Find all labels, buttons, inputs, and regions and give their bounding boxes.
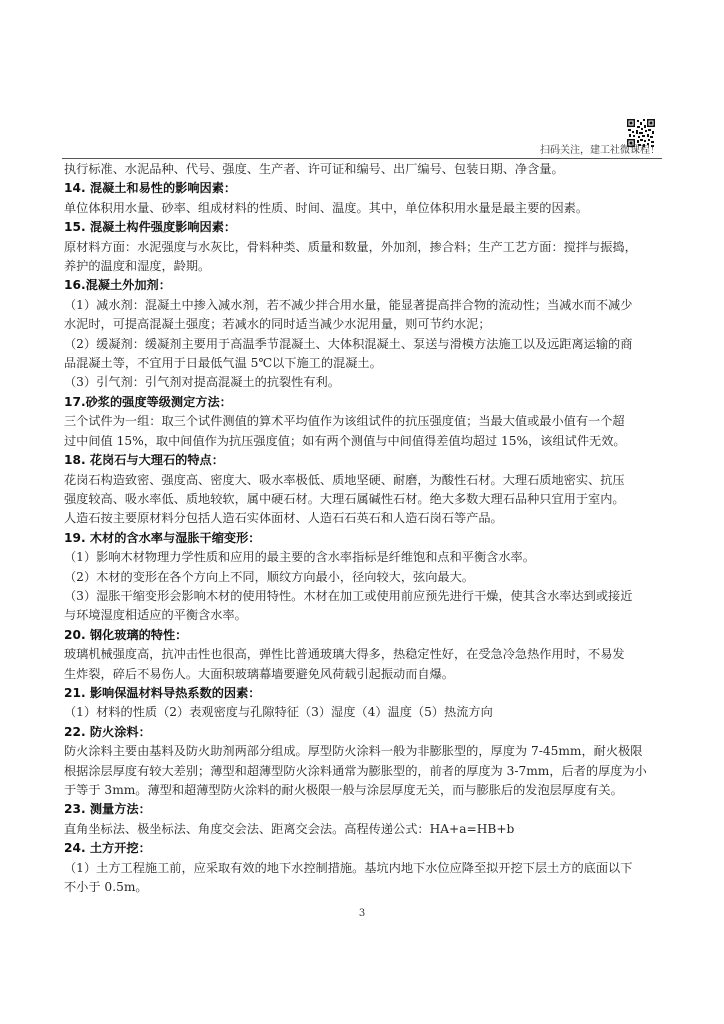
body-line: 执行标准、水泥品种、代号、强度、生产者、许可证和编号、出厂编号、包装日期、净含量。: [64, 162, 564, 176]
qr-code-icon: [626, 118, 656, 148]
body-line: 三个试件为一组：取三个试件测值的算术平均值作为该组试件的抗压强度值；当最大值或最小值有一个超: [64, 414, 625, 429]
section-heading: 16.混凝土外加剂：: [64, 278, 171, 293]
body-line: 过中间值 15%，取中间值作为抗压强度值；如有两个测值与中间值得差值均超过 15%，该组试件无效。: [64, 433, 626, 448]
section-heading: 23. 测量方法：: [64, 802, 151, 817]
body-line: 防火涂料主要由基料及防火助剂两部分组成。厚型防火涂料一般为非膨胀型的，厚度为 7-45mm，耐火极限: [64, 744, 643, 759]
section-heading: 18. 花岗石与大理石的特点：: [64, 453, 224, 468]
document-body: [64, 160, 664, 897]
body-line: （1）影响木材物理力学性质和应用的最主要的含水率指标是纤维饱和点和平衡含水率。: [64, 550, 535, 565]
header-divider: [62, 158, 662, 159]
body-line: 根据涂层厚度有较大差别；薄型和超薄型防火涂料通常为膨胀型的，前者的厚度为 3-7mm，后者的厚度为小: [64, 763, 647, 778]
qr-caption: 扫码关注，建工社微课程！: [540, 145, 660, 156]
body-line: 生炸裂，碎后不易伤人。大面积玻璃幕墙要避免风荷载引起振动而自爆。: [64, 666, 454, 681]
section-heading: 19. 木材的含水率与湿胀干缩变形：: [64, 530, 261, 545]
body-line: 与环境湿度相适应的平衡含水率。: [64, 608, 247, 623]
body-line: 不小于 0.5m。: [64, 880, 148, 895]
body-line: 于等于 3mm。薄型和超薄型防火涂料的耐火极限一般与涂层厚度无关，而与膨胀后的发泡层厚度有关。: [64, 783, 623, 797]
body-line: 人造石按主要原材料分包括人造石实体面材、人造石石英石和人造石岗石等产品。: [64, 511, 503, 526]
body-line: 原材料方面：水泥强度与水灰比，骨料种类、质量和数量，外加剂，掺合料；生产工艺方面：搅拌与振捣，: [64, 239, 637, 254]
body-line: 直角坐标法、极坐标法、角度交会法、距离交会法。高程传递公式：HA+a=HB+b: [64, 821, 515, 836]
section-heading: 24. 土方开挖：: [64, 841, 151, 856]
section-heading: 22. 防火涂料：: [64, 724, 151, 739]
body-line: （1）土方工程施工前，应采取有效的地下水控制措施。基坑内地下水位应降至拟开挖下层土方的底面以下: [64, 860, 633, 875]
body-line: （2）木材的变形在各个方向上不同，顺纹方向最小，径向较大，弦向最大。: [64, 569, 474, 584]
body-line: 单位体积用水量、砂率、组成材料的性质、时间、温度。其中，单位体积用水量是最主要的因素。: [64, 200, 589, 215]
body-line: （1）材料的性质（2）表观密度与孔隙特征（3）湿度（4）温度（5）热流方向: [64, 705, 493, 720]
body-line: 花岗石构造致密、强度高、密度大、吸水率极低、质地坚硬、耐磨，为酸性石材。大理石质地密实、抗压: [64, 472, 625, 487]
body-line: 养护的温度和湿度，龄期。: [64, 259, 211, 274]
page-number: 3: [358, 908, 366, 919]
body-line: 水泥时，可提高混凝土强度；若减水的同时适当减少水泥用量，则可节约水泥；: [64, 317, 491, 332]
body-line: （3）湿胀干缩变形会影响木材的使用特性。木材在加工或使用前应预先进行干燥，使其含水率达到或接近: [64, 588, 633, 603]
body-line: （3）引气剂：引气剂对提高混凝土的抗裂性有利。: [64, 375, 340, 390]
section-heading: 15. 混凝土构件强度影响因素：: [64, 220, 237, 235]
body-line: 品混凝土等，不宜用于日最低气温 5℃以下施工的混凝土。: [64, 356, 382, 371]
body-line: （2）缓凝剂：缓凝剂主要用于高温季节混凝土、大体积混凝土、泵送与滑模方法施工以及远距离运输的商: [64, 336, 633, 351]
body-line: 玻璃机械强度高，抗冲击性也很高，弹性比普通玻璃大得多，热稳定性好，在受急冷急热作用时，不易发: [64, 647, 625, 662]
section-heading: 21. 影响保温材料导热系数的因素：: [64, 685, 261, 700]
section-heading: 14. 混凝土和易性的影响因素：: [64, 181, 237, 196]
section-heading: 20. 钢化玻璃的特性：: [64, 627, 188, 642]
section-heading: 17.砂浆的强度等级测定方法：: [64, 394, 232, 409]
body-line: （1）减水剂：混凝土中掺入减水剂，若不减少拌合用水量，能显著提高拌合物的流动性；当减水而不减少: [64, 297, 633, 312]
body-line: 强度较高、吸水率低、质地较软，属中硬石材。大理石属碱性石材。绝大多数大理石品种只宜用于室内。: [64, 491, 625, 506]
